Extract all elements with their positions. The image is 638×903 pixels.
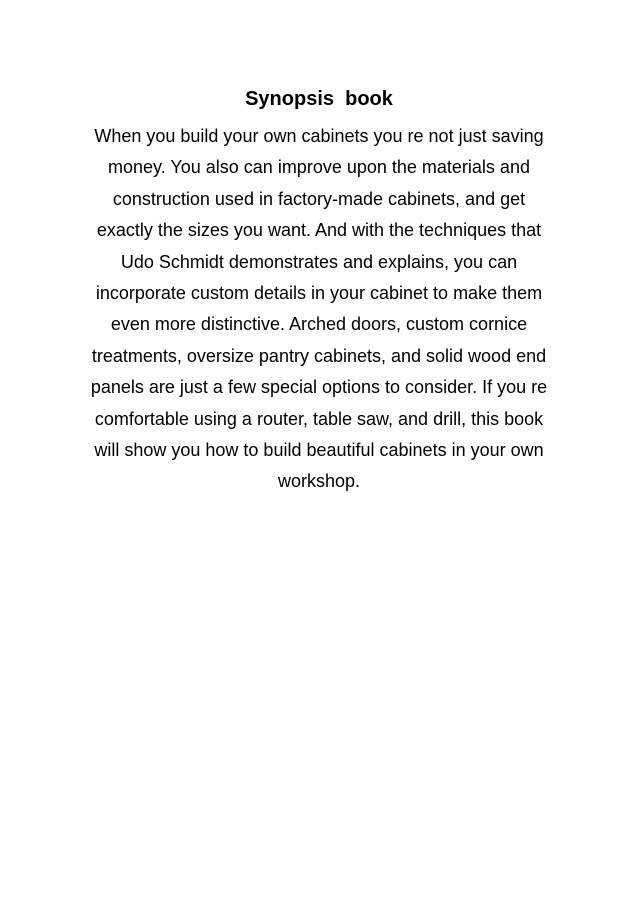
paragraph-line: construction used in factory-made cabinets, and get (112, 188, 526, 209)
paragraph-line: will show you how to build beautiful cabinets in your own (94, 440, 544, 461)
paragraph-line: Udo Schmidt demonstrates and explains, you can (120, 251, 518, 272)
paragraph-line: panels are just a few special options to consider. If you re (90, 377, 548, 398)
paragraph-line: money. You also can improve upon the materials and (108, 157, 530, 178)
page-title: Synopsis book (245, 88, 393, 110)
synopsis-paragraph (0, 121, 638, 498)
paragraph-line: incorporate custom details in your cabinet to make them (95, 283, 543, 304)
paragraph-line: even more distinctive. Arched doors, custom cornice (110, 314, 528, 335)
paragraph-line: When you build your own cabinets you re not just saving (94, 126, 544, 146)
paragraph-line: workshop. (277, 471, 361, 492)
paragraph-line: treatments, oversize pantry cabinets, and solid wood end (91, 345, 547, 366)
paragraph-line: comfortable using a router, table saw, and drill, this book (94, 408, 544, 429)
paragraph-line: exactly the sizes you want. And with the techniques that (96, 220, 542, 241)
